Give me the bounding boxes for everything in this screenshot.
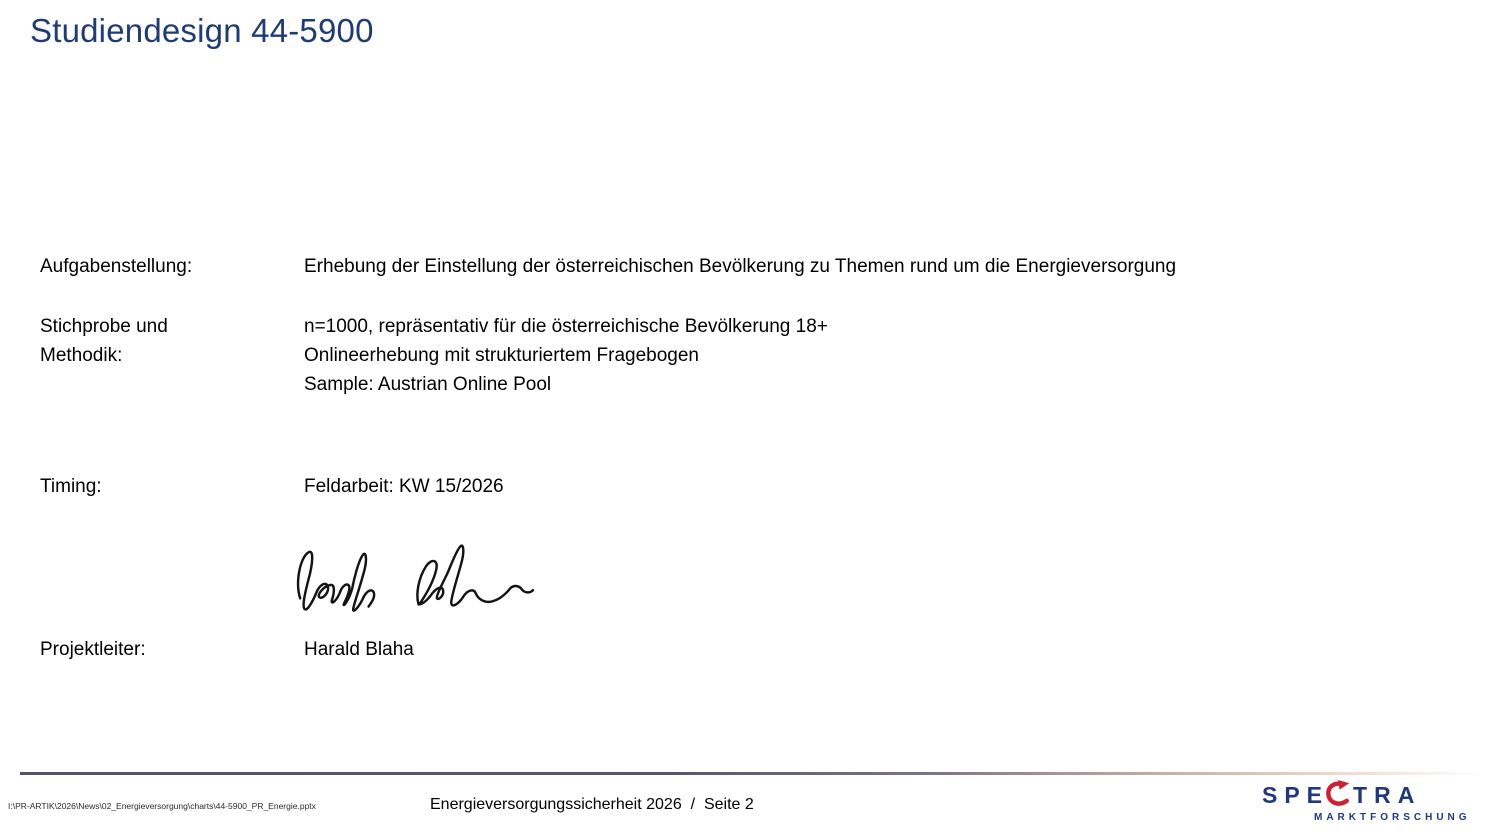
footer-file-path: I:\PR-ARTIK\2026\News\02_Energieversorgung\charts\44-5900_PR_Energie.pptx <box>8 801 316 811</box>
stichprobe-label-line1: Stichprobe und <box>40 316 168 337</box>
signature-stroke-first <box>298 552 374 611</box>
projektleiter-label: Projektleiter: <box>40 639 146 660</box>
signature-image <box>292 538 537 622</box>
spectra-c-arrow-icon <box>1326 780 1350 807</box>
aufgabenstellung-label: Aufgabenstellung: <box>40 256 193 277</box>
spectra-word-left: SPE <box>1262 782 1330 808</box>
footer-divider <box>20 772 1485 775</box>
spectra-logo <box>1262 782 1477 823</box>
stichprobe-value-line3: Sample: Austrian Online Pool <box>304 374 552 395</box>
projektleiter-value: Harald Blaha <box>304 639 414 660</box>
spectra-tagline: MARKTFORSCHUNG <box>1314 812 1471 823</box>
page-title: Studiendesign 44-5900 <box>30 12 374 49</box>
stichprobe-value-line2: Onlineerhebung mit strukturiertem Fragebogen <box>304 345 699 366</box>
stichprobe-value-line1: n=1000, repräsentativ für die österreichische Bevölkerung 18+ <box>304 316 828 337</box>
spectra-wordmark <box>1262 782 1477 809</box>
row-projektleiter <box>40 635 414 664</box>
timing-value: Feldarbeit: KW 15/2026 <box>304 476 504 497</box>
row-stichprobe-methodik <box>40 312 828 399</box>
timing-label: Timing: <box>40 476 102 497</box>
stichprobe-value <box>304 312 828 399</box>
stichprobe-label <box>40 312 304 399</box>
row-aufgabenstellung <box>40 252 1176 281</box>
footer-page-info: Energieversorgungssicherheit 2026 / Seite 2 <box>430 796 754 813</box>
signature-stroke-second <box>417 546 533 606</box>
spectra-word-right: TRA <box>1353 782 1422 808</box>
row-timing <box>40 472 504 501</box>
stichprobe-label-line2: Methodik: <box>40 345 123 366</box>
aufgabenstellung-value: Erhebung der Einstellung der österreichischen Bevölkerung zu Themen rund um die Energieversorgung <box>304 256 1177 277</box>
